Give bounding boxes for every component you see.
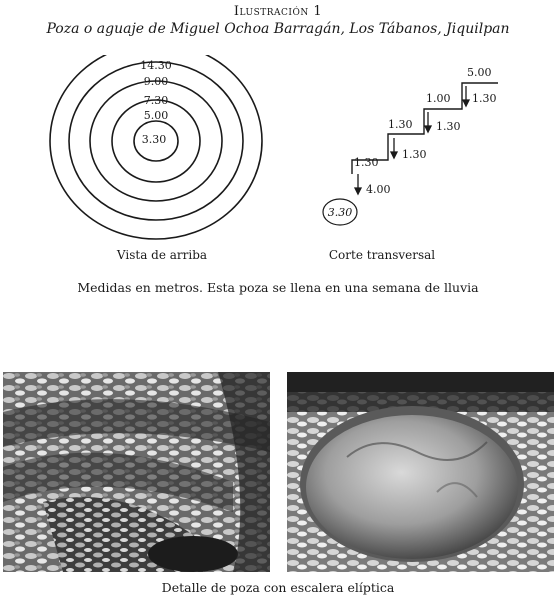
stone-pond-steps-photo — [3, 372, 270, 572]
step-width-2: 1.30 — [388, 118, 413, 131]
ring-label-2: 9.00 — [143, 75, 169, 88]
step-width-1: 1.00 — [426, 92, 451, 105]
bottom-label: 3.30 — [327, 206, 353, 219]
step-width-3: 1.30 — [354, 156, 379, 169]
top-view-diagram — [46, 55, 266, 265]
illustration-label: Ilustración 1 — [233, 4, 323, 19]
step-height-2: 1.30 — [436, 120, 461, 133]
top-view-caption: Vista de arriba — [116, 248, 208, 262]
cross-section-caption: Corte transversal — [328, 248, 436, 262]
ring-label-4: 5.00 — [143, 109, 169, 122]
top-width-label: 5.00 — [467, 66, 492, 79]
ring-label-5: 3.30 — [141, 133, 167, 146]
arrow-4-head — [355, 188, 361, 194]
measurement-caption: Medidas en metros. Esta poza se llena en una semana de lluvia — [77, 280, 479, 295]
ring-label-1: 14.30 — [140, 59, 172, 72]
step-height-3: 1.30 — [402, 148, 427, 161]
step-height-4: 4.00 — [366, 183, 391, 196]
ring-label-3: 7.30 — [143, 94, 169, 107]
arrow-2-head — [425, 126, 431, 132]
photos-caption: Detalle de poza con escalera elíptica — [161, 580, 395, 595]
step-height-1: 1.30 — [472, 92, 497, 105]
arrow-1-head — [463, 100, 469, 106]
illustration-title: Poza o aguaje de Miguel Ochoa Barragán, Los Tábanos, Jiquilpan — [46, 21, 510, 37]
arrow-3-head — [391, 152, 397, 158]
water-filled-pond-photo — [287, 372, 554, 572]
cross-section-diagram — [312, 62, 512, 232]
